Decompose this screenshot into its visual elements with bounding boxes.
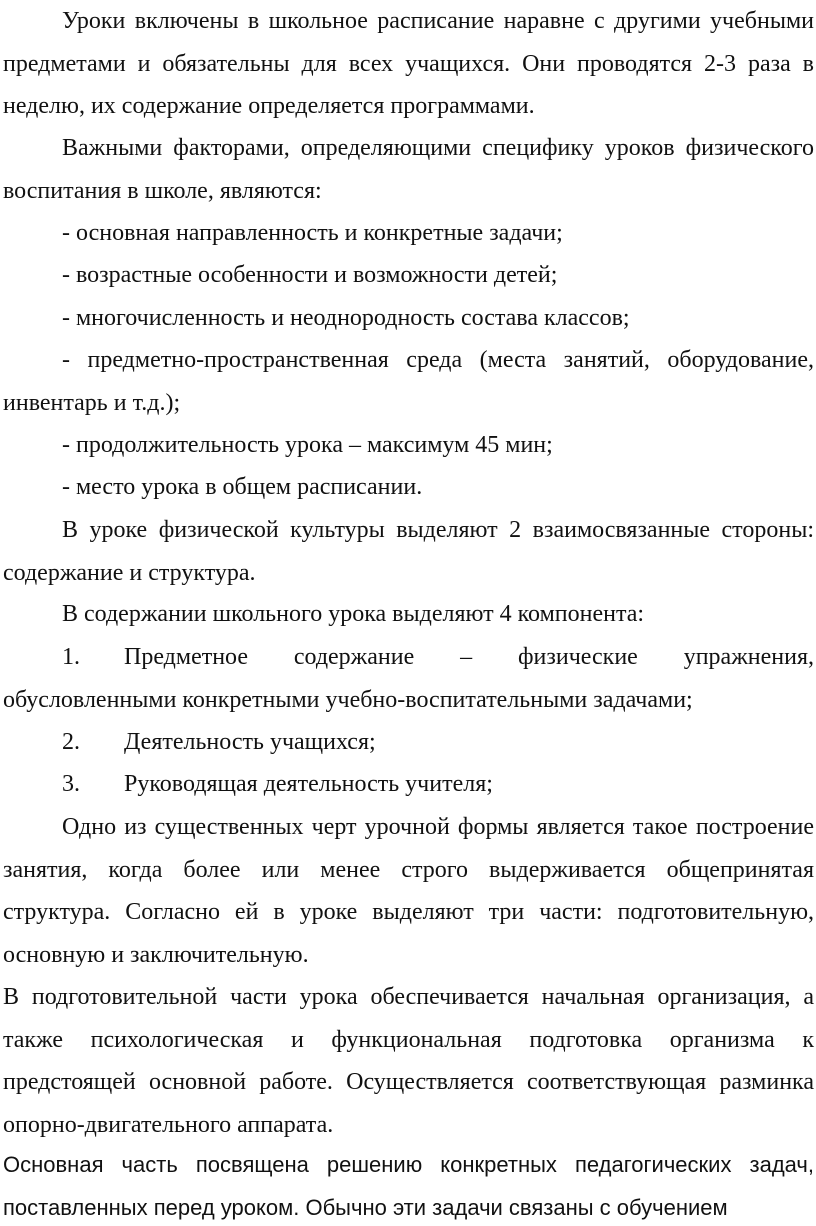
- numbered-item-2: [3, 721, 814, 764]
- numbered-item-3: [3, 763, 814, 806]
- list-item-class-size: - многочисленность и неоднородность состава классов;: [62, 305, 630, 331]
- paragraph-lesson-structure: Одно из существенных черт урочной формы является такое построение занятия, когда более или менее строго выдерживается общепринятая структура. Согласно ей в уроке выделяют три части: подготовительную, основную и заключительную.: [3, 814, 814, 968]
- list-item-age: - возрастные особенности и возможности детей;: [62, 262, 558, 288]
- paragraph-two-sides: В уроке физической культуры выделяют 2 взаимосвязанные стороны: содержание и структура.: [3, 517, 814, 586]
- numbered-item-1-text: Предметное содержание – физические упражнения, обусловленными конкретными учебно-воспитательными задачами;: [3, 644, 814, 713]
- paragraph-factors-intro: Важными факторами, определяющими специфику уроков физического воспитания в школе, являются:: [3, 135, 814, 204]
- list-item-place: - место урока в общем расписании.: [62, 474, 423, 500]
- paragraph-preparatory-part: В подготовительной части урока обеспечивается начальная организация, а также психологическая и функциональная подготовка организма к предстоящей основной работе. Осуществляется соответствующая разминка опорно-двигательного аппарата.: [3, 984, 814, 1138]
- numbered-item-1: [3, 636, 814, 721]
- paragraph-lessons-schedule: Уроки включены в школьное расписание наравне с другими учебными предметами и обязательны для всех учащихся. Они проводятся 2-3 раза в неделю, их содержание определяется программами.: [3, 8, 814, 119]
- list-item-duration: - продолжительность урока – максимум 45 мин;: [62, 432, 553, 458]
- numbered-item-2-text: Деятельность учащихся;: [124, 729, 376, 755]
- numbered-item-3-number: 3.: [62, 771, 80, 797]
- numbered-item-1-number: 1.: [62, 644, 80, 670]
- paragraph-main-part: Основная часть посвящена решению конкретных педагогических задач, поставленных перед уроком. Обычно эти задачи связаны с обучением: [3, 1152, 814, 1220]
- numbered-item-2-number: 2.: [62, 729, 80, 755]
- numbered-item-3-text: Руководящая деятельность учителя;: [124, 771, 493, 797]
- paragraph-four-components: В содержании школьного урока выделяют 4 компонента:: [62, 601, 645, 627]
- list-item-environment: - предметно-пространственная среда (места занятий, оборудование, инвентарь и т.д.);: [3, 347, 814, 416]
- list-item-direction: - основная направленность и конкретные задачи;: [62, 220, 563, 246]
